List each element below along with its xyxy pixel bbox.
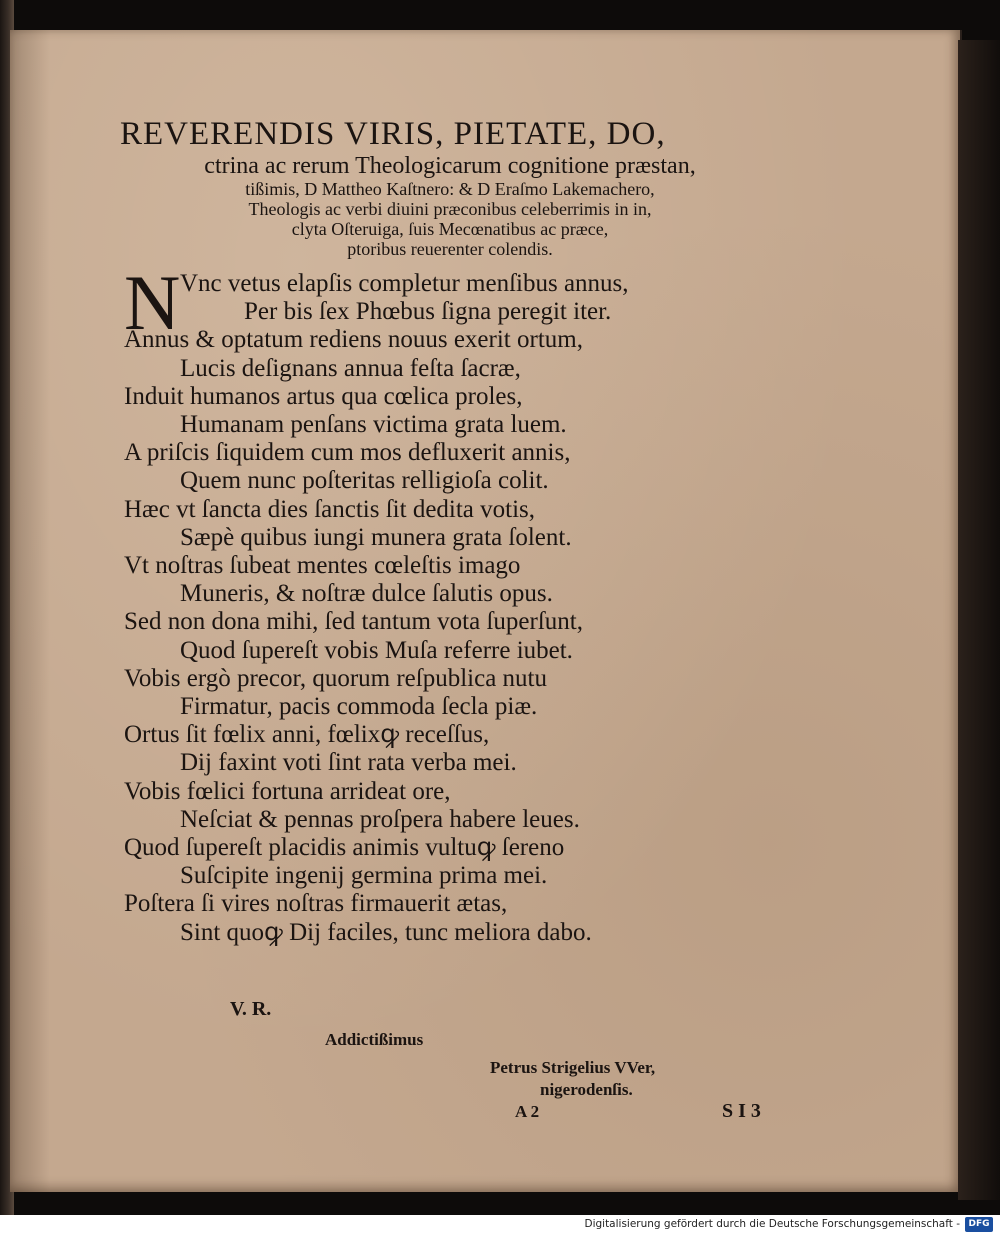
poem-line: Ortus ſit fœlix anni, fœlixꝙ receſſus,	[124, 721, 490, 749]
author-name-line-2: nigerodenſis.	[540, 1080, 633, 1099]
poem-line: Lucis deſignans annua feſta ſacræ,	[180, 354, 521, 382]
dedication-heading	[120, 118, 780, 258]
drop-cap: N	[124, 259, 181, 346]
signature-mark: A 2	[515, 1102, 540, 1121]
heading-line-3: tißimis, D Mattheo Kaſtnero: & D Eraſmo Lakemachero,	[245, 179, 655, 199]
poem-line: Hæc vt ſancta dies ſanctis ſit dedita votis,	[124, 495, 536, 523]
poem-line: Dij faxint voti ſint rata verba mei.	[180, 749, 517, 777]
heading-line-1: REVERENDIS VIRIS, PIETATE, DO,	[120, 116, 666, 152]
poem-line: Humanam penſans victima grata luem.	[180, 411, 567, 439]
heading-line-4: Theologis ac verbi diuini præconibus celeberrimis in in,	[248, 199, 652, 219]
poem-line: Sed non dona mihi, ſed tantum vota ſuperſunt,	[124, 608, 583, 636]
poem-line: Sint quoꝙ Dij faciles, tunc meliora dabo.	[180, 918, 592, 946]
heading-line-6: ptoribus reuerenter colendis.	[347, 239, 553, 259]
poem-line: Suſcipite ingenij germina prima mei.	[180, 862, 548, 890]
page-edge	[958, 40, 1000, 1200]
poem-line: Vobis ergò precor, quorum reſpublica nutu	[124, 664, 547, 692]
author-name-line-1: Petrus Strigelius VVer,	[490, 1058, 656, 1077]
footer-credit: Digitalisierung gefördert durch die Deutsche Forschungsgemeinschaft -	[584, 1218, 960, 1230]
poem-line: Poſtera ſi vires noſtras firmauerit ætas,	[124, 890, 508, 918]
poem-line: Vobis fœlici fortuna arrideat ore,	[124, 777, 451, 805]
poem-line: Vnc vetus elapſis completur menſibus annus,	[180, 270, 629, 297]
catchword: S I 3	[722, 1100, 761, 1122]
closing-addictissimus: Addictißimus	[325, 1030, 424, 1049]
poem-line: A priſcis ſiquidem cum mos defluxerit annis,	[124, 439, 571, 467]
heading-line-5: clyta Oſteruiga, ſuis Mecœnatibus ac præce,	[291, 219, 609, 239]
poem-line: Per bis ſex Phœbus ſigna peregit iter.	[244, 298, 612, 326]
poem-line: Quod ſupereſt placidis animis vultuꝙ ſereno	[124, 834, 565, 862]
poem-line: Quem nunc poſteritas relligioſa colit.	[180, 467, 549, 495]
closing-initials: V. R.	[230, 998, 272, 1020]
dfg-logo-icon[interactable]: DFG	[965, 1217, 993, 1232]
poem-line: Muneris, & noſtræ dulce ſalutis opus.	[180, 580, 553, 608]
poem-line: Annus & optatum rediens nouus exerit ortum,	[124, 326, 583, 354]
poem-line: Firmatur, pacis commoda ſecla piæ.	[180, 693, 538, 721]
poem-line: Sæpè quibus iungi munera grata ſolent.	[180, 523, 572, 551]
poem-line: Quod ſupereſt vobis Muſa referre iubet.	[180, 636, 573, 664]
heading-line-2: ctrina ac rerum Theologicarum cognitione præstan,	[204, 153, 696, 179]
poem-line: Vt noſtras ſubeat mentes cœleſtis imago	[124, 552, 521, 580]
poem-body	[124, 259, 824, 947]
poem-line: Induit humanos artus qua cœlica proles,	[124, 382, 523, 410]
poem-line: Neſciat & pennas proſpera habere leues.	[180, 805, 580, 833]
